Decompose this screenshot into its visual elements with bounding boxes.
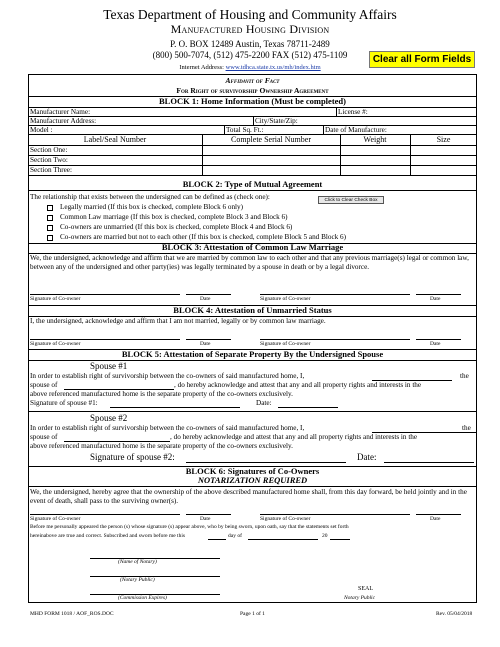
commission-expires-label: (Commission Expires) (118, 595, 167, 601)
block6-sig2-label: Signature of Co-owner (260, 516, 311, 522)
notary-year-line[interactable] (330, 539, 350, 540)
sig-line[interactable] (260, 339, 410, 340)
notary-text-2c: 20 (322, 533, 328, 539)
block4-text: I, the undersigned, acknowledge and affirm that I am not married, legally or by common law marriage. (30, 317, 326, 325)
block6-sig1-label: Signature of Co-owner (30, 516, 81, 522)
section-one-label: Section One: (30, 146, 68, 154)
option-common-law-label: Common Law marriage (If this box is checked, complete Block 3 and Block 6) (60, 213, 288, 221)
clear-all-fields-button[interactable]: Clear all Form Fields (369, 51, 475, 68)
spouse1-line1b: the (460, 372, 469, 380)
spouse2-sig-line[interactable] (186, 462, 346, 463)
option-unmarried-label: Co-owners are unmarried (If this box is checked, complete Block 4 and Block 6) (60, 223, 293, 231)
sig-line[interactable] (30, 514, 180, 515)
form-id: MHD FORM 1018 / AOF_ROS.DOC (30, 611, 114, 617)
notary-text-2b: day of (228, 533, 242, 539)
block3-date1-label: Date (200, 296, 211, 302)
notary-public-line[interactable] (90, 576, 220, 577)
seal-label: SEAL (358, 586, 373, 592)
spouse2-line3: above referenced manufactured home is the separate property of the co-owners exclusively. (30, 442, 293, 450)
option-legally-married-checkbox[interactable] (47, 205, 53, 211)
block6-date2-label: Date (430, 516, 441, 522)
spouse1-sig-label: Signature of spouse #1: (30, 399, 98, 407)
agency-phones: (800) 500-7074, (512) 475-2200 FAX (512) 475-1109 (152, 50, 348, 60)
internet-link[interactable]: www.tdhca.state.tx.us/mh/index.htm (225, 64, 321, 71)
option-common-law-checkbox[interactable] (47, 215, 53, 221)
notary-text-2a: hereinabove are true and correct. Subscribed and sworn before me this (30, 533, 186, 539)
spouse1-date-label: Date: (256, 399, 272, 407)
block3-title: BLOCK 3: Attestation of Common Law Marriage (161, 242, 344, 252)
section-two-label: Section Two: (30, 156, 68, 164)
date-line[interactable] (186, 294, 231, 295)
divider (253, 116, 254, 125)
notary-text-1: Before me personally appeared the person (s) whose signature (s) appear above, who by being sworn, upon oath, say that the statements set forth (30, 524, 349, 530)
spouse2-sig-label: Signature of spouse #2: (90, 452, 175, 462)
clear-check-box-button[interactable]: Click to Clear Check Box (318, 196, 384, 204)
spouse2-heading: Spouse #2 (90, 413, 128, 423)
date-line[interactable] (186, 339, 231, 340)
block3-sig2-label: Signature of Co-owner (260, 296, 311, 302)
date-line[interactable] (416, 294, 461, 295)
block4-sig1-label: Signature of Co-owner (30, 341, 81, 347)
block4-title: BLOCK 4: Attestation of Unmarried Status (173, 305, 332, 315)
spouse2-date-line[interactable] (384, 462, 474, 463)
serial-field-2[interactable] (204, 156, 338, 165)
spouse2-date-label: Date: (357, 452, 377, 462)
manufacturer-name-label: Manufacturer Name: (30, 108, 91, 116)
sig-line[interactable] (260, 294, 410, 295)
date-of-manufacture-label: Date of Manufacture: (325, 126, 387, 134)
divider (28, 486, 477, 487)
block4-sig2-label: Signature of Co-owner (260, 341, 311, 347)
city-state-zip-label: City/State/Zip: (255, 117, 298, 125)
agency-address: P. O. BOX 12489 Austin, Texas 78711-2489 (170, 39, 330, 49)
option-unmarried-checkbox[interactable] (47, 225, 53, 231)
date-line[interactable] (416, 339, 461, 340)
license-label: License #: (338, 108, 368, 116)
form-title: Affidavit of Fact (225, 76, 280, 85)
sig-line[interactable] (260, 514, 410, 515)
divider (340, 134, 341, 175)
spouse2-line1b: the (462, 424, 471, 432)
block1-title: BLOCK 1: Home Information (Must be completed) (159, 96, 346, 106)
section-three-label: Section Three: (30, 166, 72, 174)
block6-title: BLOCK 6: Signatures of Co-Owners (185, 466, 320, 476)
spouse2-line2a: spouse of (30, 433, 58, 441)
manufacturer-address-label: Manufacturer Address: (30, 117, 97, 125)
block4-date1-label: Date (200, 341, 211, 347)
block3-date2-label: Date (430, 296, 441, 302)
total-sqft-label: Total Sq. Ft.: (226, 126, 264, 134)
internet-label: Internet Address: (179, 64, 224, 71)
model-label: Model : (30, 126, 53, 134)
divider (28, 411, 477, 412)
block3-text: We, the undersigned, acknowledge and affirm that we are married by common law to each other and that any previous marriage(s) legal or common law, between any of the undersigned and other party(ies) was legally terminated by a spouse in death or by a legal divorce. (30, 254, 469, 271)
divider (410, 134, 411, 175)
spouse1-line2b: , do hereby acknowledge and attest that any and all property rights and interests in the (174, 381, 422, 389)
divider (28, 175, 477, 176)
sig-line[interactable] (30, 294, 180, 295)
option-married-not-each-other-label: Co-owners are married but not to each other (If this box is checked, complete Block 5 and Block 6) (60, 233, 347, 241)
option-legally-married-label: Legally married (If this box is checked, complete Block 6 only) (60, 203, 244, 211)
block5-title: BLOCK 5: Attestation of Separate Property By the Undersigned Spouse (121, 349, 384, 359)
seal-notary-label: Notary Public (344, 595, 376, 601)
block2-title: BLOCK 2: Type of Mutual Agreement (182, 179, 323, 189)
spouse2-line1a: In order to establish right of survivorship between the co-owners of said manufactured home, I, (30, 424, 305, 432)
notary-day-line[interactable] (208, 539, 226, 540)
divider (202, 134, 203, 175)
col-weight: Weight (363, 135, 387, 144)
spouse2-line2b: , do hereby acknowledge and attest that any and all property rights and interests in the (170, 433, 418, 441)
block6-date1-label: Date (200, 516, 211, 522)
notary-name-label: (Name of Notary) (118, 559, 157, 565)
form-subtitle: For Right of survivorship Ownership Agreement (176, 86, 329, 95)
division-name: Manufactured Housing Division (170, 22, 330, 36)
block6-subtitle: NOTARIZATION REQUIRED (197, 475, 308, 485)
date-line[interactable] (186, 514, 231, 515)
agency-name: Texas Department of Housing and Community Affairs (103, 7, 397, 22)
col-size: Size (436, 135, 451, 144)
divider (336, 107, 337, 116)
block2-intro: The relationship that exists between the undersigned can be defined as (check one): (30, 193, 270, 201)
divider (224, 125, 225, 134)
divider (28, 190, 477, 191)
serial-field-1[interactable] (204, 146, 338, 155)
sig-line[interactable] (30, 339, 180, 340)
col-serial: Complete Serial Number (231, 135, 311, 144)
notary-public-label: (Notary Public) (120, 577, 155, 583)
divider (323, 125, 324, 134)
block4-date2-label: Date (430, 341, 441, 347)
serial-field-3[interactable] (204, 166, 338, 175)
spouse1-line2a: spouse of (30, 381, 58, 389)
col-label-seal: Label/Seal Number (83, 135, 147, 144)
spouse1-line3: above referenced manufactured home is the separate property of the co-owners exclusively. (30, 390, 293, 398)
spouse1-date-line[interactable] (278, 407, 338, 408)
date-line[interactable] (416, 514, 461, 515)
spouse1-sig-line[interactable] (110, 407, 240, 408)
notary-month-line[interactable] (248, 539, 318, 540)
block3-sig1-label: Signature of Co-owner (30, 296, 81, 302)
option-married-not-each-other-checkbox[interactable] (47, 235, 53, 241)
block6-text: We, the undersigned, hereby agree that the ownership of the above described manufactured home shall, from this day forward, be held jointly and in the event of death, shall pass to the surviving owner(s). (30, 488, 467, 505)
revision-date: Rev. 05/04/2018 (436, 611, 473, 617)
spouse1-heading: Spouse #1 (90, 361, 128, 371)
spouse1-line1a: In order to establish right of survivorship between the co-owners of said manufactured home, I, (30, 372, 305, 380)
page-number: Page 1 of 1 (240, 611, 265, 617)
